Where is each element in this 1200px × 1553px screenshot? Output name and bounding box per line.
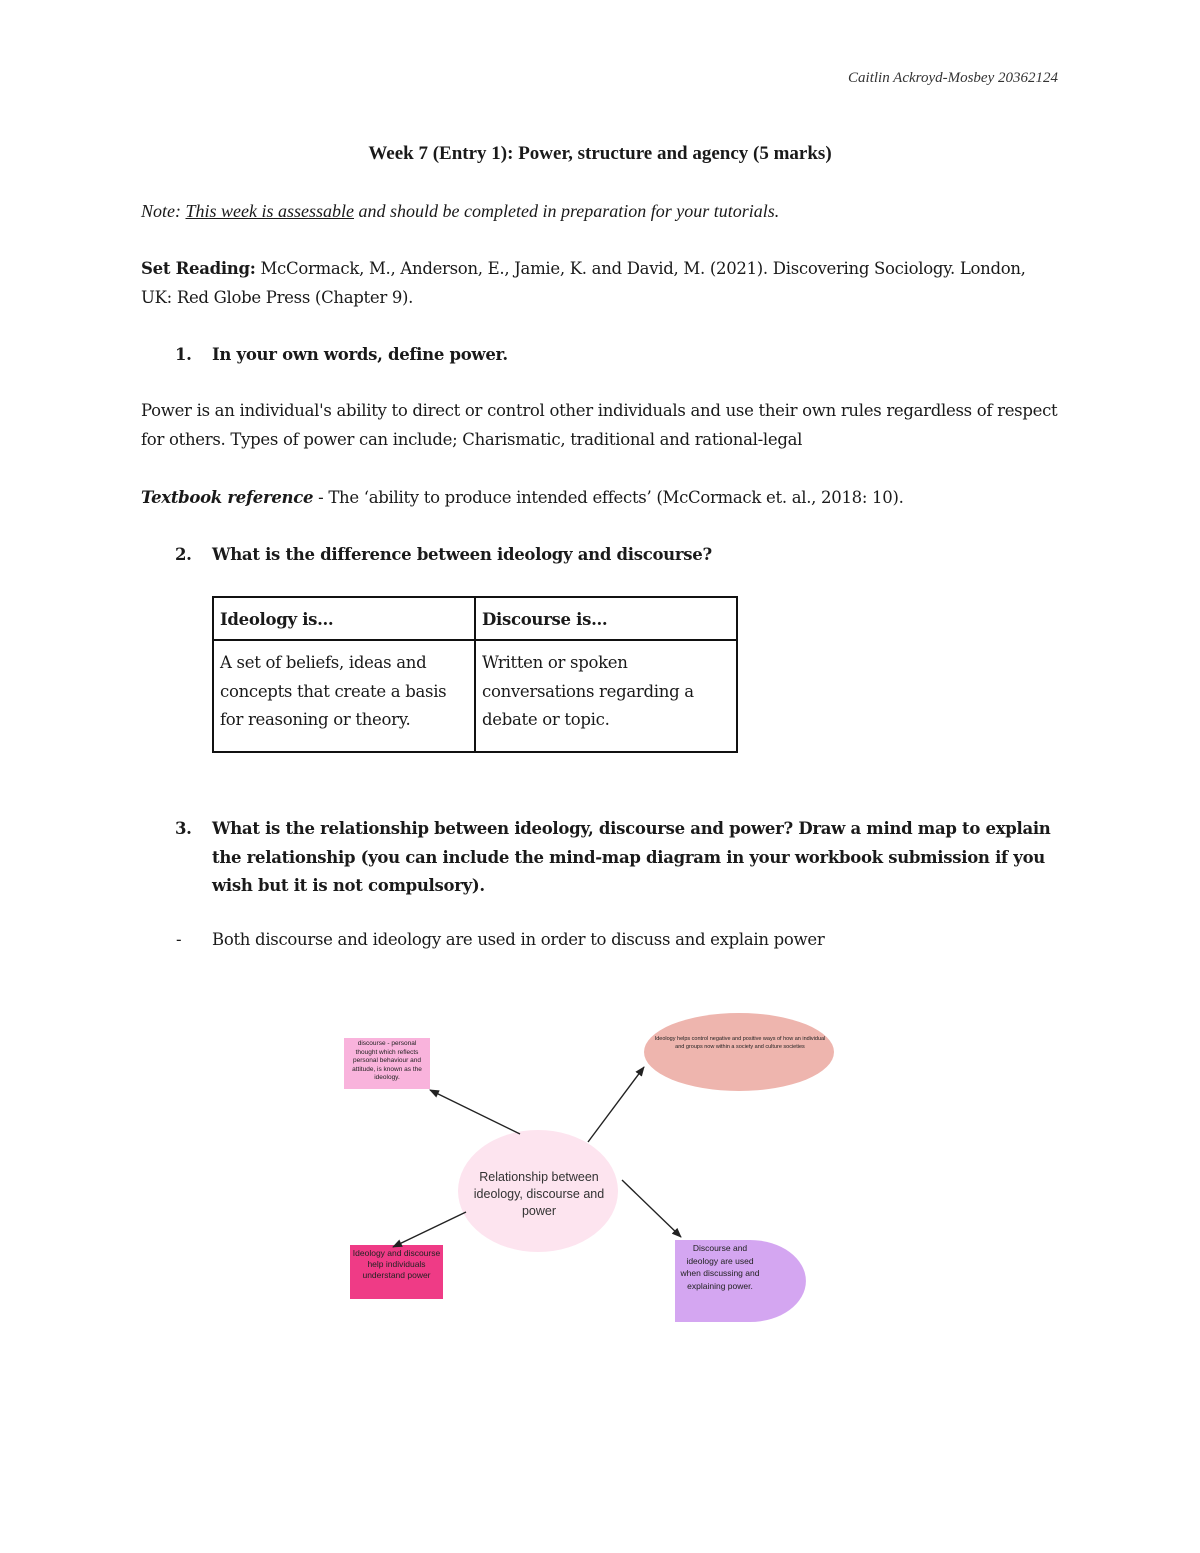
question-1-text: In your own words, define power. bbox=[212, 345, 508, 364]
question-1-number: 1. bbox=[175, 345, 192, 364]
set-reading-label: Set Reading: bbox=[141, 259, 256, 278]
author-header: Caitlin Ackroyd-Mosbey 20362124 bbox=[848, 70, 1058, 86]
arrow-to-top-right bbox=[588, 1067, 644, 1142]
question-3-number: 3. bbox=[175, 819, 192, 838]
mind-map-top-left-text: discourse - personal thought which reflects personal behaviour and attitude, is known as the ideology. bbox=[352, 1040, 422, 1081]
arrow-to-bottom-right bbox=[622, 1180, 681, 1237]
arrow-to-top-left bbox=[430, 1090, 520, 1134]
note-underlined: This week is assessable bbox=[185, 201, 354, 221]
mind-map-top-right-ellipse bbox=[644, 1013, 834, 1091]
question-3-text: What is the relationship between ideology, discourse and power? Draw a mind map to explain the relationship (you can include the mind-map diagram in your workbook submission if you wish but it is not compulsory). bbox=[212, 819, 1051, 895]
table-cell-ideology: A set of beliefs, ideas and concepts that create a basis for reasoning or theory. bbox=[213, 640, 475, 752]
reference-label: Textbook reference bbox=[141, 488, 314, 507]
question-2-number: 2. bbox=[175, 545, 192, 564]
arrow-to-bottom-left bbox=[393, 1212, 466, 1247]
table-header-ideology: Ideology is… bbox=[213, 597, 475, 640]
table-header-discourse: Discourse is… bbox=[475, 597, 737, 640]
page-title: Week 7 (Entry 1): Power, structure and agency (5 marks) bbox=[368, 143, 832, 164]
mind-map-center-text: Relationship between ideology, discourse and power bbox=[473, 1170, 605, 1218]
note-suffix: and should be completed in preparation for your tutorials. bbox=[354, 201, 780, 221]
set-reading-text: McCormack, M., Anderson, E., Jamie, K. and David, M. (2021). Discovering Sociology. London, UK: Red Globe Press (Chapter 9). bbox=[141, 259, 1026, 307]
note-prefix: Note: bbox=[141, 201, 186, 221]
mind-map-bottom-left-text: Ideology and discourse help individuals understand power bbox=[352, 1248, 441, 1280]
mind-map-top-right-text: Ideology helps control negative and positive ways of how an individual and groups now within a society and culture societies bbox=[654, 1036, 826, 1050]
reference-text: - The ‘ability to produce intended effects’ (McCormack et. al., 2018: 10). bbox=[313, 488, 904, 507]
table-cell-discourse: Written or spoken conversations regarding a debate or topic. bbox=[475, 640, 737, 752]
question-2-text: What is the difference between ideology and discourse? bbox=[212, 545, 712, 564]
mind-map-bottom-right-text: Discourse and ideology are used when discussing and explaining power. bbox=[680, 1243, 760, 1291]
bullet-dash: - bbox=[176, 930, 182, 949]
bullet-text: Both discourse and ideology are used in order to discuss and explain power bbox=[212, 930, 825, 949]
answer-1: Power is an individual's ability to direct or control other individuals and use their own rules regardless of respect for others. Types of power can include; Charismatic, traditional and rational-legal bbox=[141, 401, 1058, 449]
